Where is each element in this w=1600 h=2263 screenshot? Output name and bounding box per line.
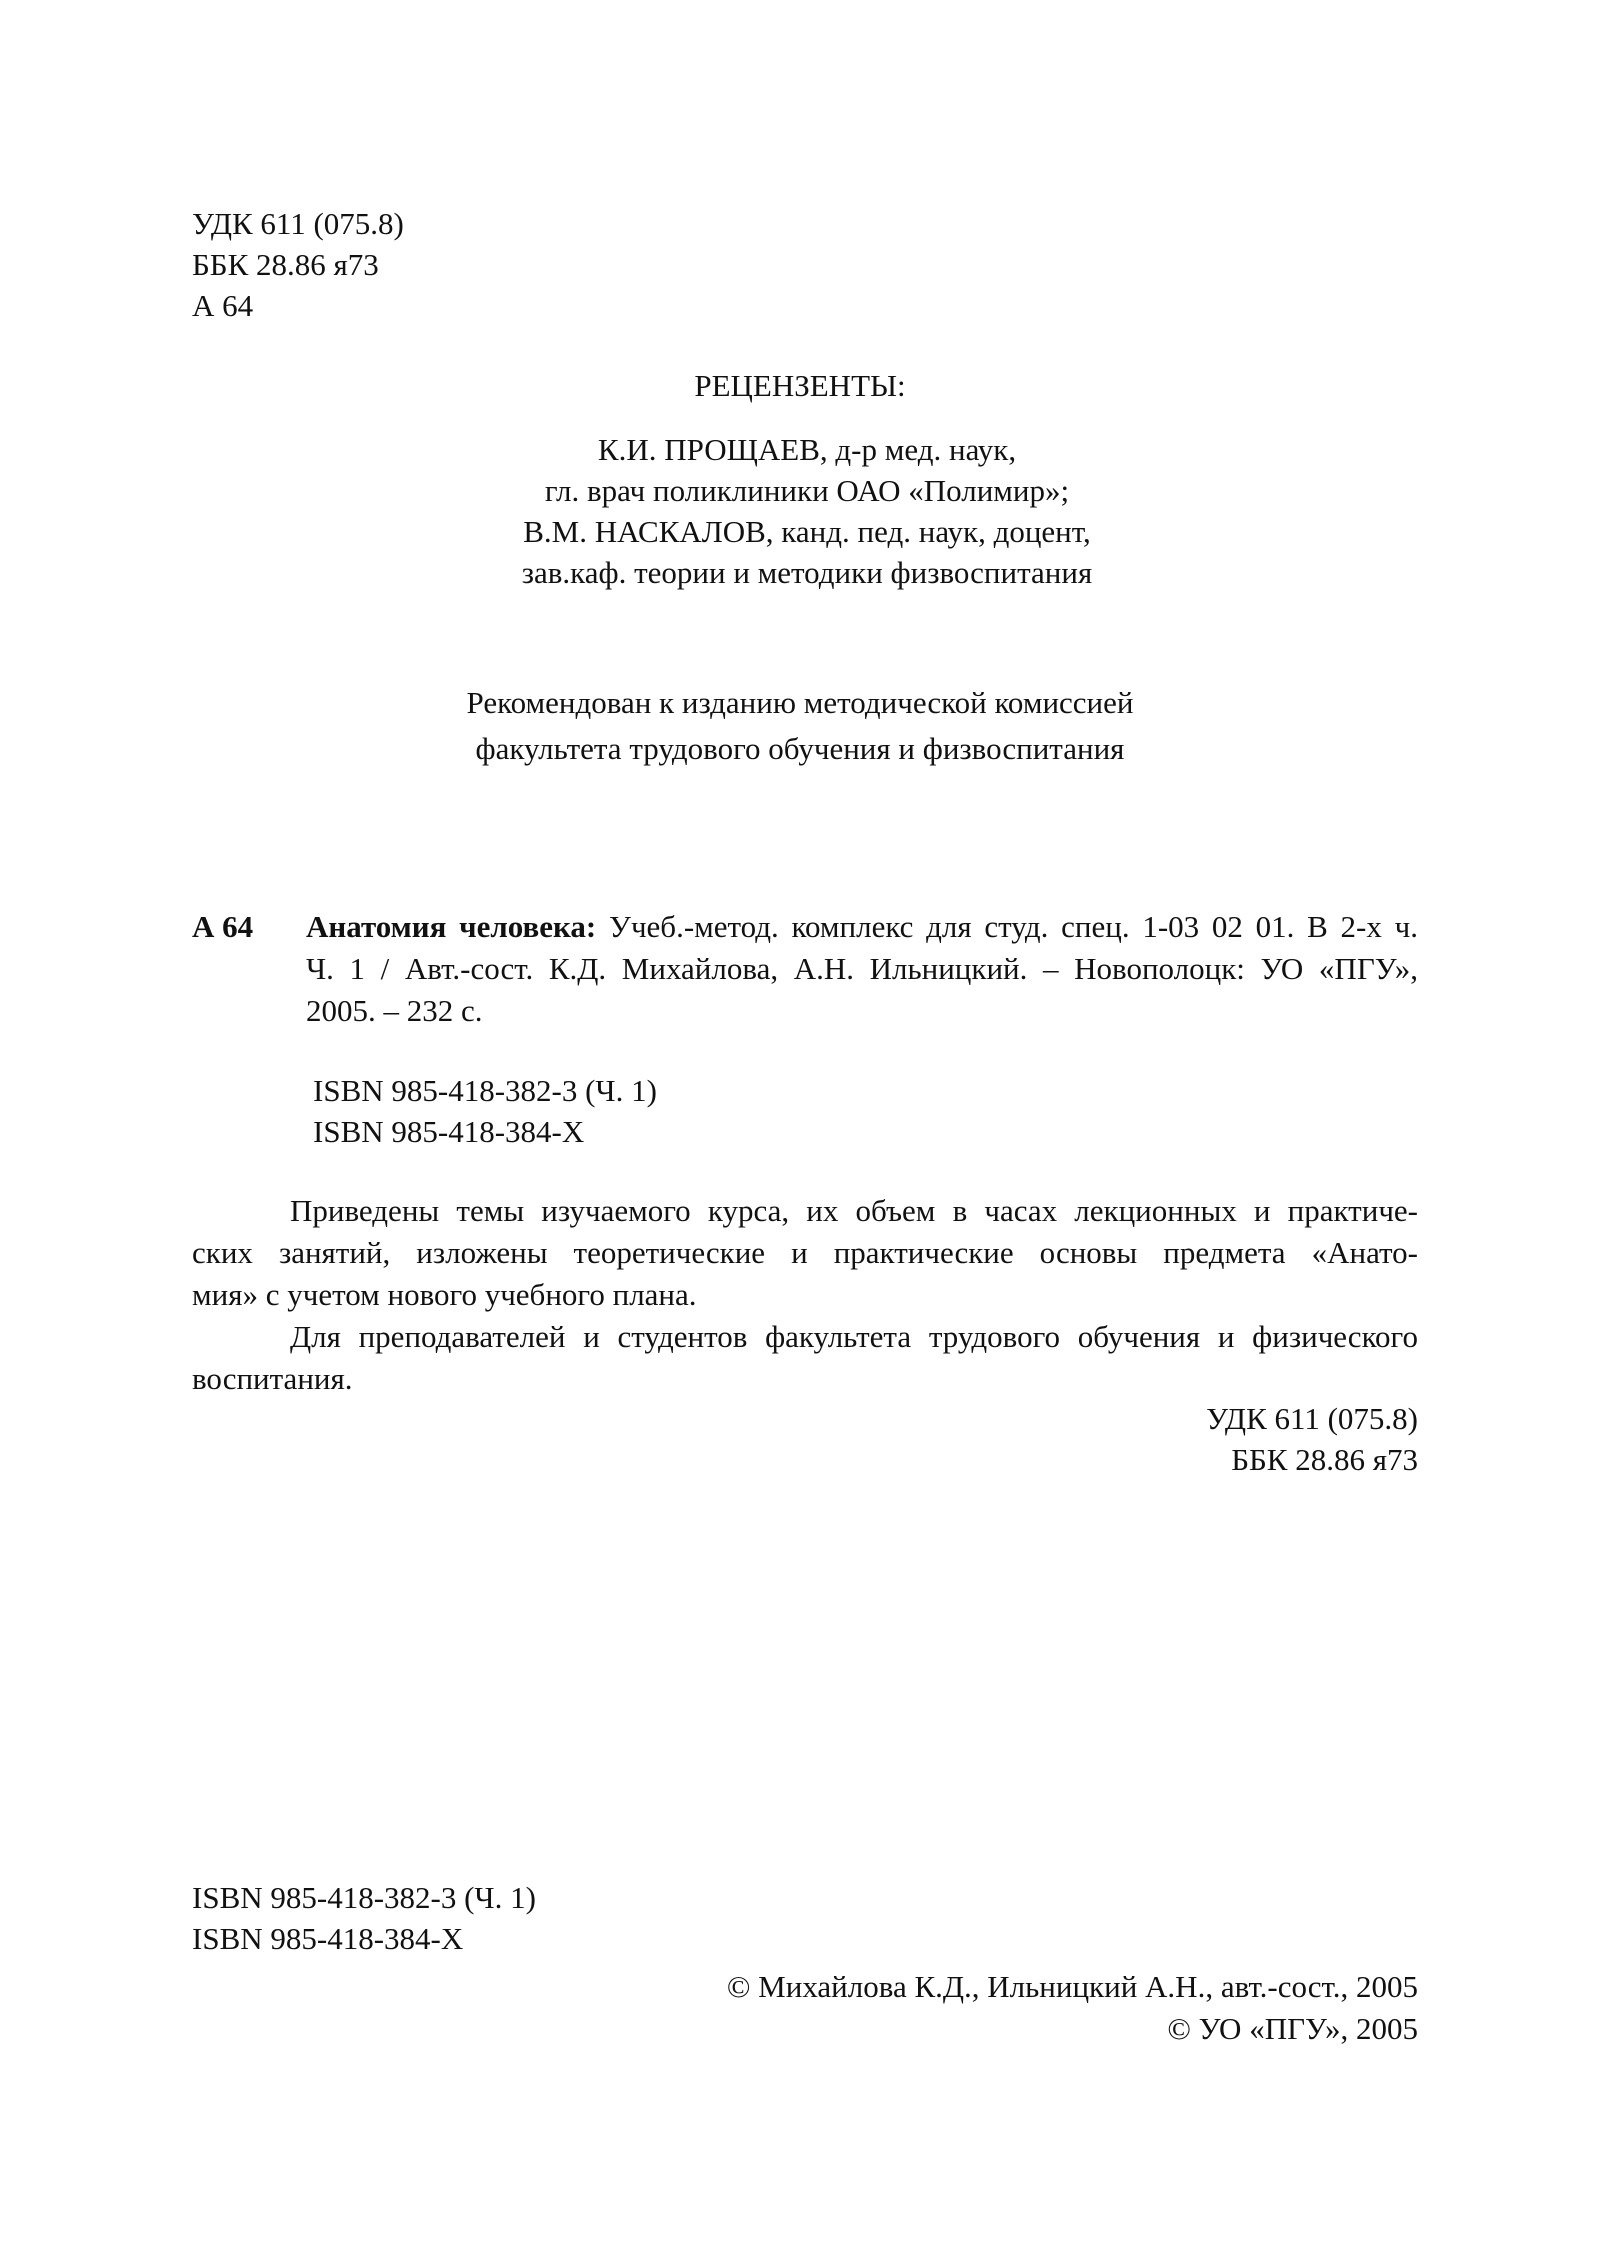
recommendation-line: факультета трудового обучения и физвоспитания	[475, 731, 1125, 766]
entry-line-3: 2005. – 232 с.	[306, 993, 483, 1028]
udk-code: УДК 611 (075.8)	[1206, 1401, 1418, 1436]
isbn-line: ISBN 985-418-382-3 (Ч. 1)	[313, 1073, 657, 1108]
reviewers-heading: РЕЦЕНЗЕНТЫ:	[694, 368, 906, 403]
bbk-code: ББК 28.86 я73	[1231, 1442, 1418, 1477]
author-mark: А 64	[192, 288, 254, 323]
classification-codes-top	[192, 203, 404, 326]
reviewer-line: зав.каф. теории и методики физвоспитания	[521, 555, 1093, 590]
reviewers-list	[7, 429, 1600, 593]
entry-line-1	[306, 906, 1418, 948]
copyright-notice	[0, 1966, 1418, 2050]
abstract-line: воспитания.	[192, 1361, 353, 1396]
abstract-line: ских занятий, изложены теоретические и практические основы предмета «Анато-	[192, 1235, 1418, 1270]
recommendation-line: Рекомендован к изданию методической комиссией	[466, 685, 1134, 720]
entry-line-2: Ч. 1 / Авт.-сост. К.Д. Михайлова, А.Н. Ильницкий. – Новополоцк: УО «ПГУ»,	[306, 951, 1418, 986]
bbk-code: ББК 28.86 я73	[192, 247, 379, 282]
catalog-entry-code: А 64	[192, 909, 254, 944]
catalog-entry	[306, 906, 1418, 1032]
abstract	[192, 1190, 1418, 1400]
entry-description: Учеб.-метод. комплекс для студ. спец. 1-03 02 01. В 2-х ч.	[596, 909, 1418, 944]
book-title: Анатомия человека:	[306, 909, 597, 944]
abstract-line: Приведены темы изучаемого курса, их объем в часах лекционных и практиче-	[290, 1193, 1418, 1228]
isbn-line: ISBN 985-418-384-X	[192, 1921, 464, 1956]
udk-code: УДК 611 (075.8)	[192, 206, 404, 241]
classification-codes-right	[0, 1398, 1418, 1480]
reviewer-line: К.И. ПРОЩАЕВ, д-р мед. наук,	[597, 432, 1017, 467]
reviewer-line: В.М. НАСКАЛОВ, канд. пед. наук, доцент,	[523, 514, 1091, 549]
isbn-line: ISBN 985-418-382-3 (Ч. 1)	[192, 1880, 536, 1915]
isbn-line: ISBN 985-418-384-X	[313, 1114, 585, 1149]
copyright-line: © Михайлова К.Д., Ильницкий А.Н., авт.-сост., 2005	[726, 1969, 1418, 2004]
recommendation-note	[0, 680, 1600, 772]
abstract-line: Для преподавателей и студентов факультета трудового обучения и физического	[290, 1319, 1418, 1354]
reviewer-line: гл. врач поликлиники ОАО «Полимир»;	[544, 473, 1070, 508]
abstract-line: мия» с учетом нового учебного плана.	[192, 1277, 697, 1312]
copyright-line: © УО «ПГУ», 2005	[1167, 2011, 1418, 2046]
isbn-bottom-list	[192, 1877, 536, 1959]
entry-isbn-list	[313, 1070, 657, 1152]
reviewers-section	[0, 365, 1600, 593]
